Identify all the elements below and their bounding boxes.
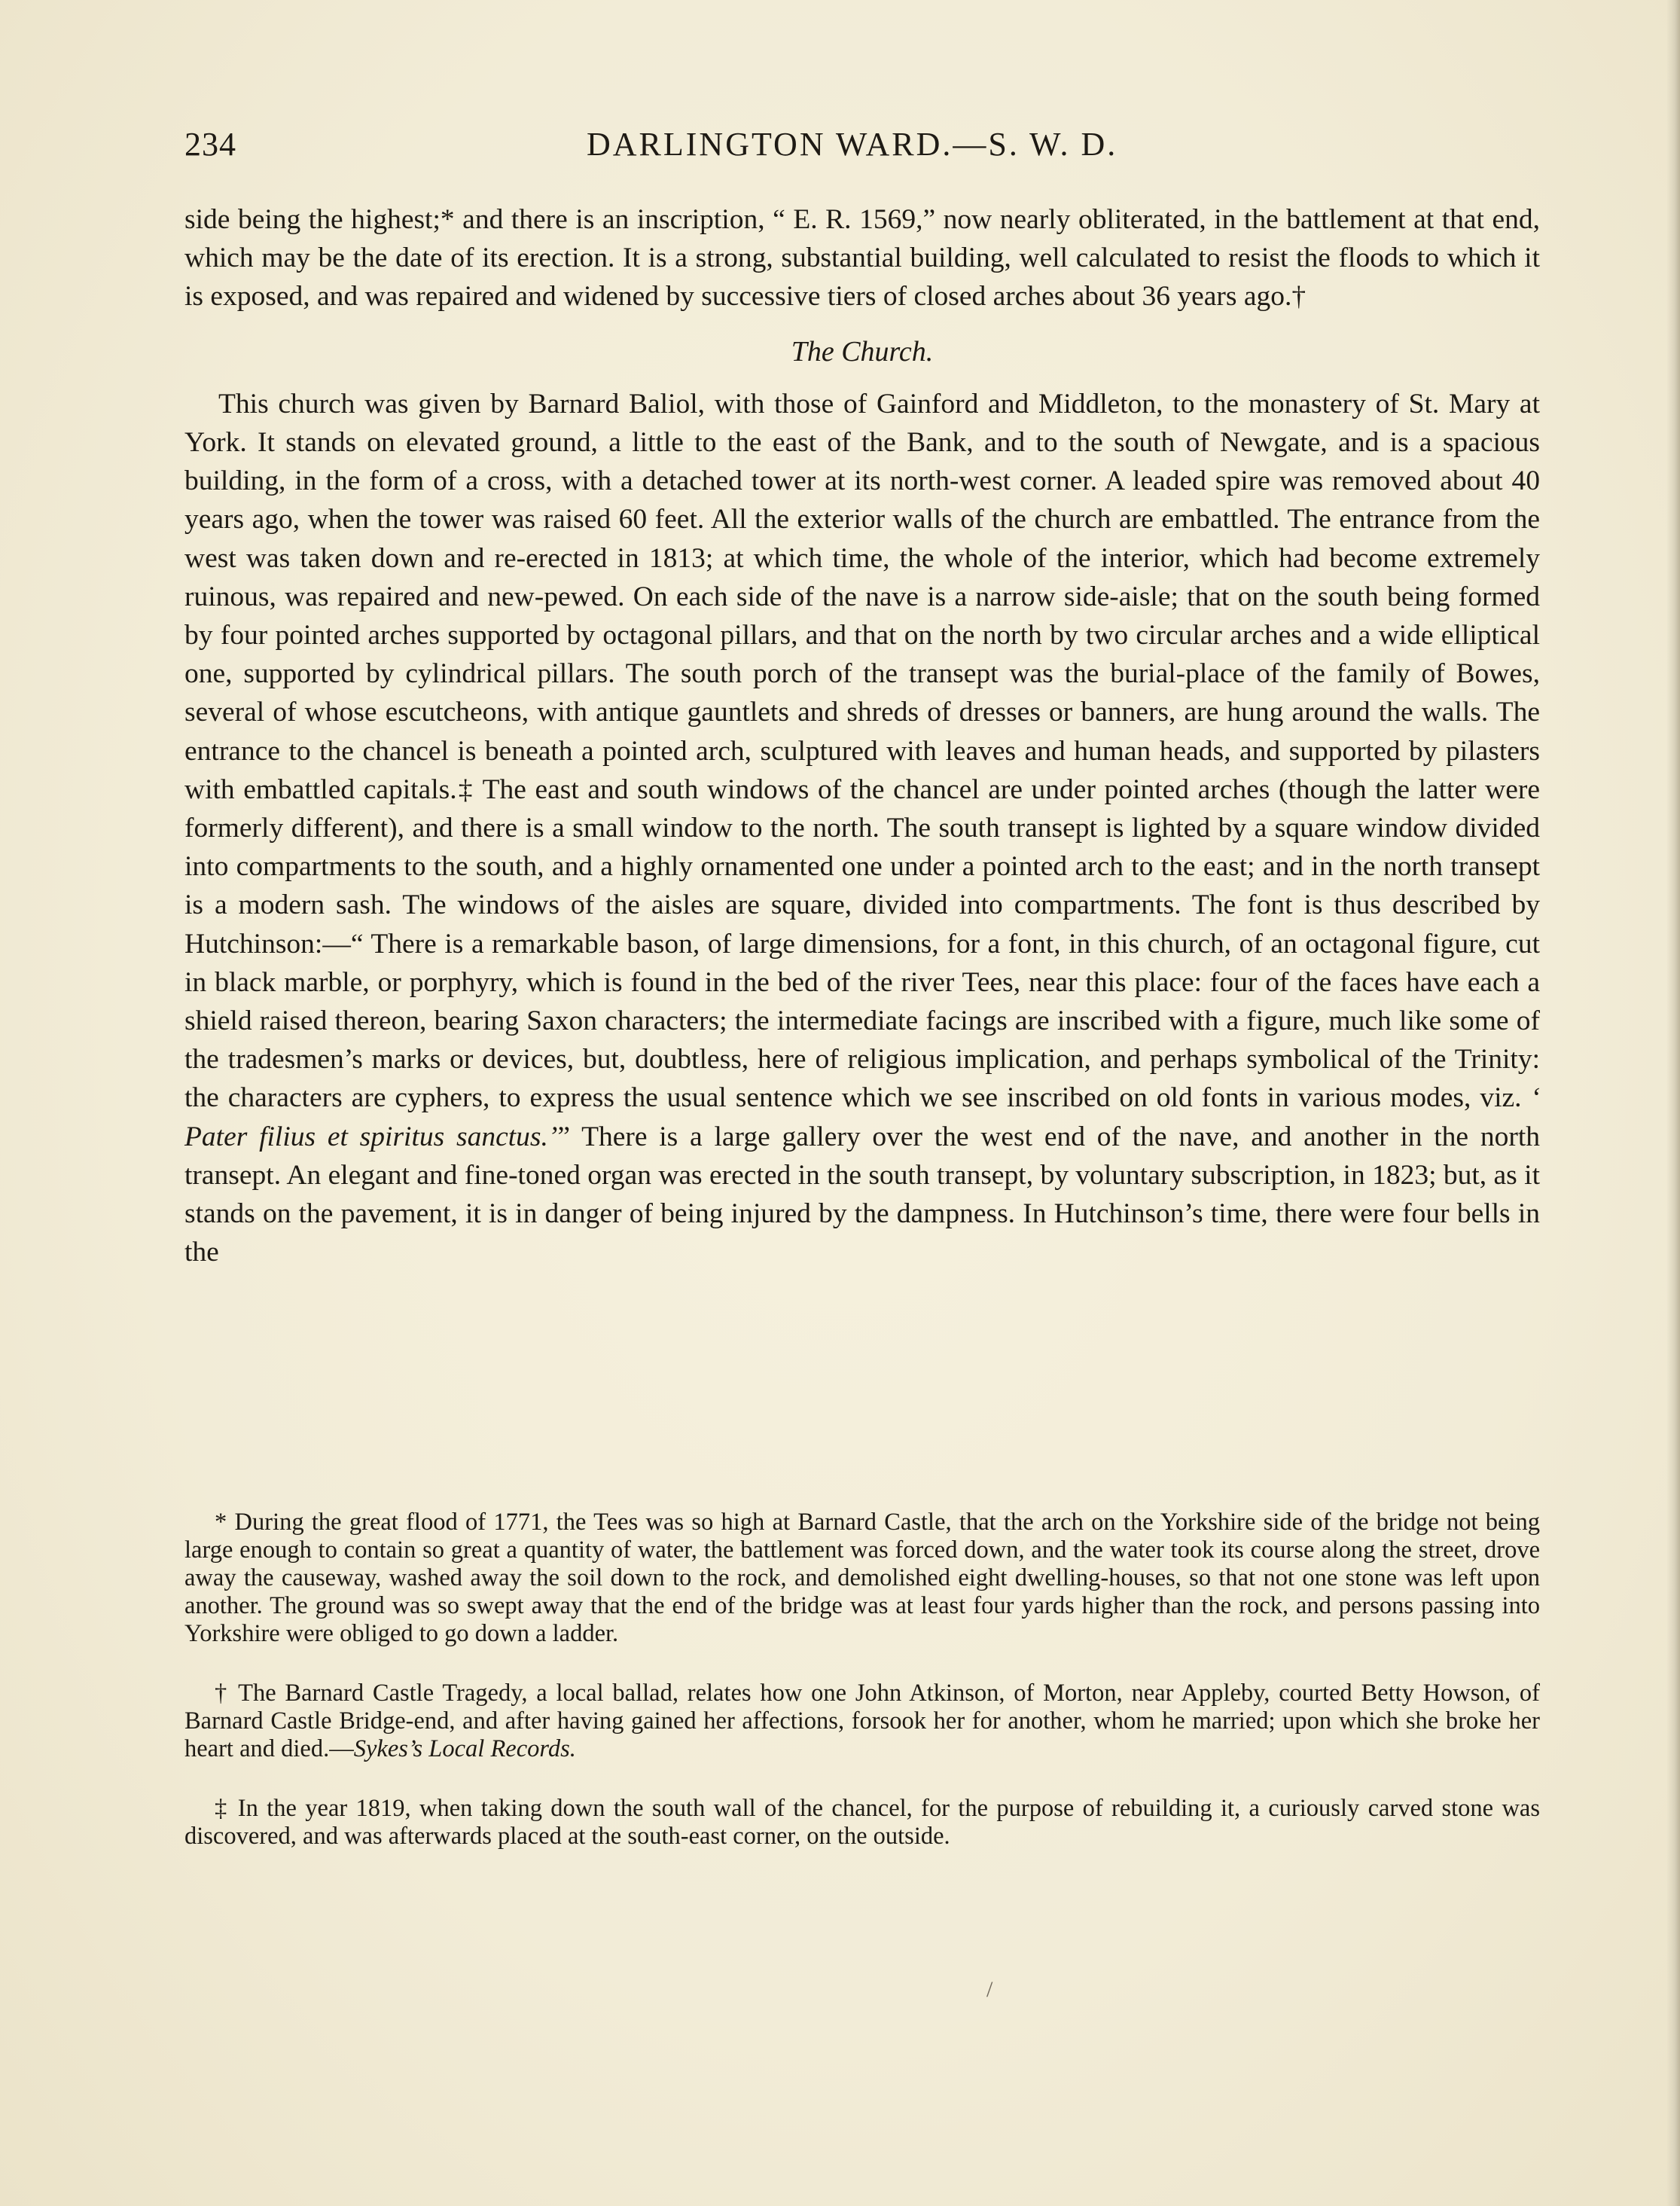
running-head: DARLINGTON WARD.—S. W. D. <box>587 126 1118 163</box>
page-header <box>184 125 1540 178</box>
section-heading: The Church. <box>791 335 934 368</box>
stray-pencil-mark: / <box>986 1977 993 2002</box>
intro-paragraph: side being the highest;* and there is an inscription, “ E. R. 1569,” now nearly obliterated, in the battlement at that end, which may be the date of its erection. It is a strong, substantial building, well calculated to resist the floods to which it is exposed, and was repaired and widened by successive tiers of closed arches about 36 years ago.† <box>184 204 1540 313</box>
footnotes <box>184 1509 1540 1851</box>
main-text <box>184 200 1540 1271</box>
footnote-flood: * During the great flood of 1771, the Tees was so high at Barnard Castle, that the arch on the Yorkshire side of the bridge not being large enough to contain so great a quantity of water, the battlement was forced down, and the water took its course along the street, drove away the causeway, washed away the soil down to the rock, and demolished eight dwelling-houses, so that not one stone was left upon another. The ground was so swept away that the end of the bridge was at least four yards higher than the rock, and persons passing into Yorkshire were obliged to go down a ladder. <box>184 1509 1540 1647</box>
footnote-ballad <box>184 1680 1540 1763</box>
footnote-ballad-source: Sykes’s Local Records. <box>353 1735 576 1762</box>
church-paragraph-end: ” There is a large gallery over the west end of the nave, and another in the north transept. An elegant and fine-toned organ was erected in the south transept, by voluntary subscription, in 1823; but, as it stands on the pavement, it is in danger of being injured by the dampness. In Hutchinson’s time, there were four bells in the <box>184 1121 1540 1268</box>
page-edge-shadow <box>1666 0 1680 2206</box>
church-paragraph <box>184 385 1540 1272</box>
footnote-carved-stone: ‡ In the year 1819, when taking down the south wall of the chancel, for the purpose of rebuilding it, a curiously carved stone was discovered, and was afterwards placed at the south-east corner, on the outside. <box>184 1795 1540 1850</box>
footnote-ballad-text: † The Barnard Castle Tragedy, a local ballad, relates how one John Atkinson, of Morton, near Appleby, courted Betty Howson, of Barnard Castle Bridge-end, and after having gained her affections, forsook her for another, whom he married; upon which she broke her heart and died.— <box>184 1680 1540 1762</box>
page-number: 234 <box>184 126 236 163</box>
latin-phrase: ‘ Pater filius et spiritus sanctus.’ <box>184 1082 1540 1152</box>
church-paragraph-text: This church was given by Barnard Baliol, with those of Gainford and Middleton, to the monastery of St. Mary at York. It stands on elevated ground, a little to the east of the Bank, and to the south of Newgate, and is a spacious building, in the form of a cross, with a detached tower at its north-west corner. A leaded spire was removed about 40 years ago, when the tower was raised 60 feet. All the exterior walls of the church are embattled. The entrance from the west was taken down and re-erected in 1813; at which time, the whole of the interior, which had become extremely ruinous, was repaired and new-pewed. On each side of the nave is a narrow side-aisle; that on the south being formed by four pointed arches supported by octagonal pillars, and that on the north by two circular arches and a wide elliptical one, supported by cylindrical pillars. The south porch of the transept was the burial-place of the family of Bowes, several of whose escutcheons, with antique gauntlets and shreds of dresses or banners, are hung around the walls. The entrance to the chancel is beneath a pointed arch, sculptured with leaves and human heads, and supported by pilasters with embattled capitals.‡ The east and south windows of the chancel are under pointed arches (though the latter were formerly different), and there is a small window to the north. The south transept is lighted by a square window divided into compartments to the south, and a highly ornamented one under a pointed arch to the east; and in the north transept is a modern sash. The windows of the aisles are square, divided into compartments. The font is thus described by Hutchinson:—“ There is a remarkable bason, of large dimensions, for a font, in this church, of an octagonal figure, cut in black marble, or porphyry, which is found in the bed of the river Tees, near this place: four of the faces have each a shield raised thereon, bearing Saxon characters; the intermediate facings are inscribed with a figure, much like some of the tradesmen’s marks or devices, but, doubtless, here of religious implication, and perhaps symbolical of the Trinity: the characters are cyphers, to express the usual sentence which we see inscribed on old fonts in various modes, viz. <box>184 388 1540 1114</box>
